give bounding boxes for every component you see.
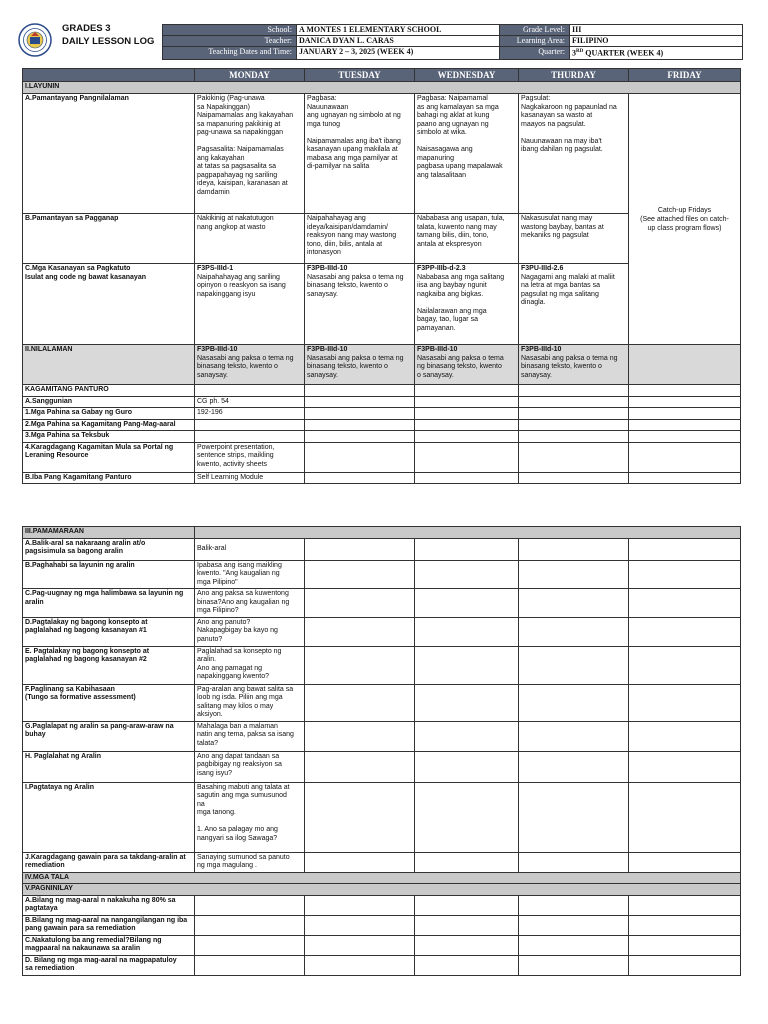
pagninilay-cell	[519, 915, 629, 935]
pamamaraan-cell	[629, 538, 741, 560]
dates-label: Teaching Dates and Time:	[163, 47, 297, 60]
cell-a-tuesday: Pagbasa: Nauunawaan ang ugnayan ng simbolo at ng mga tunog Naipamamalas ang iba't ibang kasanayan upang makilala at mabasa ang mga pamilyar at di-pamilyar na salita	[305, 94, 415, 214]
pamamaraan-label: G.Paglalapat ng aralin sa pang-araw-araw na buhay	[23, 721, 195, 751]
nil-text-tuesday: Nasasabi ang paksa o tema ng binasang teksto, kwento o sanaysay.	[307, 354, 404, 379]
pamamaraan-cell	[629, 852, 741, 872]
pamamaraan-cell	[519, 684, 629, 721]
grade-value: III	[570, 25, 743, 36]
cell-a-thursday: Pagsulat: Nagkakaroon ng papaunlad na kasanayan sa wasto at maayos na pagsulat. Nauunawaan na may iba't ibang dahilan ng pagsulat.	[519, 94, 629, 214]
nil-code-thursday: F3PB-IIId-10	[521, 346, 562, 353]
pamamaraan-monday: Basahing mabuti ang talata at sagutin ang mga sumusunod na mga tanong. 1. Ano sa palagay mo ang nangyari sa ilog Sawaga?	[195, 782, 305, 852]
kagamitan-cell	[629, 472, 741, 484]
kagamitan-monday	[195, 419, 305, 431]
kagamitan-cell	[305, 419, 415, 431]
pagninilay-row	[23, 955, 741, 975]
cell-a-monday: Pakikinig (Pag-unawa sa Napakinggan) Naipamamalas ang kakayahan sa mapanuring pakikinig at pag-unawa sa napakinggan Pagsasalita: Naipamamalas ang kakayahan at tatas sa pagsasalita sa pagpapahayag ng sariling ideya, kaisipan, karanasan at damdamin	[195, 94, 305, 214]
pamamaraan-row	[23, 646, 741, 684]
pagninilay-cell	[519, 955, 629, 975]
pamamaraan-label: F.Paglinang sa Kabihasaan (Tungo sa formative assessment)	[23, 684, 195, 721]
nil-wednesday	[415, 345, 519, 385]
row-label-kasanayan: C.Mga Kasanayan sa Pagkatuto Isulat ang code ng bawat kasanayan	[23, 264, 195, 345]
pamamaraan-cell	[415, 852, 519, 872]
code-monday: F3PS-IIId-1	[197, 265, 234, 272]
pamamaraan-row	[23, 751, 741, 782]
pamamaraan-cell	[519, 646, 629, 684]
page-title	[62, 22, 154, 48]
pagninilay-cell	[305, 895, 415, 915]
pagninilay-cell	[629, 915, 741, 935]
kagamitan-monday	[195, 431, 305, 443]
area-label: Learning Area:	[500, 36, 570, 47]
cell-b-wednesday: Nababasa ang usapan, tula, talata, kuwento nang may tamang bilis, diin, tono, antala at ekspresyon	[415, 214, 519, 264]
pamamaraan-cell	[305, 751, 415, 782]
day-wednesday: WEDNESDAY	[415, 69, 519, 82]
pamamaraan-row	[23, 721, 741, 751]
row-label-pagganap: B.Pamantayan sa Pagganap	[23, 214, 195, 264]
pamamaraan-cell	[415, 589, 519, 618]
pagninilay-cell	[305, 915, 415, 935]
code-tuesday: F3PB-IIId-10	[307, 265, 348, 272]
corner-cell	[23, 69, 195, 82]
pagninilay-label: C.Nakatulong ba ang remedial?Bilang ng magpaaral na nakaunawa sa aralin	[23, 935, 195, 955]
nil-text-wednesday: Nasasabi ang paksa o tema ng binasang teksto, kwento o sanaysay.	[417, 354, 504, 379]
pagninilay-cell	[629, 935, 741, 955]
pamamaraan-row	[23, 617, 741, 646]
day-friday: FRIDAY	[629, 69, 741, 82]
lesson-table-procedure	[22, 526, 741, 976]
pamamaraan-cell	[415, 560, 519, 589]
pagninilay-cell	[305, 955, 415, 975]
quarter-suffix: RD	[576, 49, 584, 54]
pamamaraan-cell	[415, 721, 519, 751]
nil-code-tuesday: F3PB-IIId-10	[307, 346, 348, 353]
cell-b-monday: Nakikinig at nakatutugon nang angkop at wasto	[195, 214, 305, 264]
pagninilay-row	[23, 895, 741, 915]
pamamaraan-cell	[629, 684, 741, 721]
pamamaraan-cell	[519, 538, 629, 560]
pamamaraan-label: A.Balik-aral sa nakaraang aralin at/o pagsisimula sa bagong aralin	[23, 538, 195, 560]
school-value: A MONTES 1 ELEMENTARY SCHOOL	[297, 25, 500, 36]
title-grades: GRADES 3	[62, 23, 111, 34]
pamamaraan-cell	[305, 721, 415, 751]
cell-c-wednesday	[415, 264, 519, 345]
pamamaraan-row	[23, 684, 741, 721]
pamamaraan-label: C.Pag-uugnay ng mga halimbawa sa layunin ng aralin	[23, 589, 195, 618]
pamamaraan-cell	[629, 589, 741, 618]
text-wednesday: Nababasa ang mga salitang iisa ang baybay ngunit nagkaiba ang bigkas. Nailalarawan ang mga bagay, tao, lugar sa pamayanan.	[417, 273, 505, 332]
code-thursday: F3PU-IIId-2.6	[521, 265, 564, 272]
kagamitan-cell	[415, 472, 519, 484]
pamamaraan-cell	[629, 560, 741, 589]
kagamitan-row	[23, 408, 741, 420]
grade-label: Grade Level:	[500, 25, 570, 36]
code-wednesday: F3PP-IIIb-d-2.3	[417, 265, 466, 272]
kagamitan-cell	[305, 442, 415, 472]
kagamitan-row	[23, 431, 741, 443]
kagamitan-row	[23, 419, 741, 431]
nil-text-thursday: Nasasabi ang paksa o tema ng binasang teksto, kwento o sanaysay.	[521, 354, 618, 379]
section-kagamitan: KAGAMITANG PANTURO	[23, 385, 195, 397]
pagninilay-row	[23, 935, 741, 955]
kagamitan-cell	[629, 431, 741, 443]
pamamaraan-cell	[415, 751, 519, 782]
nil-text-monday: Nasasabi ang paksa o tema ng binasang teksto, kwento o sanaysay.	[197, 354, 294, 379]
pamamaraan-cell	[629, 721, 741, 751]
kagamitan-label: B.Iba Pang Kagamitang Panturo	[23, 472, 195, 484]
kagamitan-row	[23, 396, 741, 408]
teacher-value: DANICA DYAN L. CARAS	[297, 36, 500, 47]
kagamitan-rows	[23, 396, 741, 484]
kagamitan-monday: CG ph. 54	[195, 396, 305, 408]
pamamaraan-cell	[415, 617, 519, 646]
pagninilay-cell	[629, 955, 741, 975]
kagamitan-label: 3.Mga Pahina sa Teksbuk	[23, 431, 195, 443]
pamamaraan-cell	[305, 560, 415, 589]
section-layunin: I.LAYUNIN	[23, 82, 741, 94]
nil-monday	[195, 345, 305, 385]
pamamaraan-cell	[519, 721, 629, 751]
kagamitan-cell	[519, 472, 629, 484]
pagninilay-cell	[195, 915, 305, 935]
pagninilay-cell	[195, 935, 305, 955]
pamamaraan-cell	[629, 751, 741, 782]
pamamaraan-cell	[415, 646, 519, 684]
pagninilay-cell	[195, 895, 305, 915]
pagninilay-row	[23, 915, 741, 935]
nil-code-monday: F3PB-IIId-10	[197, 346, 238, 353]
pamamaraan-row	[23, 589, 741, 618]
section-pamamaraan: III.PAMAMARAAN	[23, 527, 195, 539]
pagninilay-label: B.Bilang ng mag-aaral na nangangilangan ng iba pang gawain para sa remediation	[23, 915, 195, 935]
pamamaraan-monday: Sanaying sumunod sa panuto ng mga magulang .	[195, 852, 305, 872]
pamamaraan-cell	[519, 852, 629, 872]
kagamitan-cell	[415, 431, 519, 443]
cell-c-tuesday	[305, 264, 415, 345]
pagninilay-rows	[23, 895, 741, 975]
pamamaraan-monday: Balik-aral	[195, 538, 305, 560]
kagamitan-monday: Self Learning Module	[195, 472, 305, 484]
kagamitan-cell	[415, 442, 519, 472]
pamamaraan-cell	[305, 589, 415, 618]
pamamaraan-monday: Mahalaga ban a malaman natin ang tema, paksa sa isang talata?	[195, 721, 305, 751]
pagninilay-cell	[415, 955, 519, 975]
pamamaraan-cell	[415, 684, 519, 721]
kagamitan-row	[23, 442, 741, 472]
pamamaraan-monday: Ano ang dapat tandaan sa pagbibigay ng reaksiyon sa isang isyu?	[195, 751, 305, 782]
kagamitan-cell	[629, 419, 741, 431]
nil-friday	[629, 345, 741, 385]
pagninilay-label: A.Bilang ng mag-aaral n nakakuha ng 80% sa pagtataya	[23, 895, 195, 915]
pamamaraan-cell	[305, 684, 415, 721]
pagninilay-label: D. Bilang ng mga mag-aaral na magpapatuloy sa remediation	[23, 955, 195, 975]
pamamaraan-cell	[629, 782, 741, 852]
kagamitan-cell	[415, 419, 519, 431]
cell-b-thursday: Nakasusulat nang may wastong baybay, bantas at mekaniks ng pagsulat	[519, 214, 629, 264]
pamamaraan-label: D.Pagtalakay ng bagong konsepto at paglalahad ng bagong kasanayan #1	[23, 617, 195, 646]
pamamaraan-cell	[305, 646, 415, 684]
school-label: School:	[163, 25, 297, 36]
section-pagninilay: V.PAGNINILAY	[23, 884, 741, 896]
kagamitan-cell	[629, 408, 741, 420]
kagamitan-cell	[519, 431, 629, 443]
pamamaraan-cell	[519, 782, 629, 852]
pamamaraan-label: H. Paglalahat ng Aralin	[23, 751, 195, 782]
kagamitan-label: 4.Karagdagang Kagamitan Mula sa Portal ng Leraning Resource	[23, 442, 195, 472]
friday-catchup-cell: Catch-up Fridays (See attached files on catch- up class program flows)	[629, 94, 741, 345]
nil-code-wednesday: F3PB-IIId-10	[417, 346, 458, 353]
pamamaraan-cell	[519, 560, 629, 589]
nil-tuesday	[305, 345, 415, 385]
cell-b-tuesday: Naipahahayag ang ideya/kaisipan/damdamin/ reaksyon nang may wastong tono, diin, bilis, antala at intonasyon	[305, 214, 415, 264]
kagamitan-label: 1.Mga Pahina sa Gabay ng Guro	[23, 408, 195, 420]
pagninilay-cell	[519, 935, 629, 955]
pamamaraan-cell	[415, 538, 519, 560]
text-thursday: Nagagami ang malaki at maliit na letra at mga bantas sa pagsulat ng mga salitang dinagla.	[521, 273, 615, 306]
kagamitan-label: 2.Mga Pahina sa Kagamitang Pang-Mag-aaral	[23, 419, 195, 431]
pamamaraan-label: E. Pagtalakay ng bagong konsepto at paglalahad ng bagong kasanayan #2	[23, 646, 195, 684]
pamamaraan-cell	[305, 852, 415, 872]
quarter-number: 3	[572, 48, 576, 58]
pamamaraan-row	[23, 782, 741, 852]
pamamaraan-cell	[629, 617, 741, 646]
pagninilay-cell	[415, 915, 519, 935]
quarter-label: Quarter:	[500, 47, 570, 60]
kagamitan-row	[23, 472, 741, 484]
kagamitan-cell	[519, 396, 629, 408]
cell-a-wednesday: Pagbasa: Naipamamal as ang kamalayan sa mga bahagi ng aklat at kung paano ang ugnayan ng simbolo at wika. Naisasagawa ang mapanuring pagbasa upang mapalawak ang talasalitaan	[415, 94, 519, 214]
day-tuesday: TUESDAY	[305, 69, 415, 82]
kagamitan-cell	[415, 396, 519, 408]
pamamaraan-row	[23, 538, 741, 560]
kagamitan-cell	[305, 396, 415, 408]
pamamaraan-label: I.Pagtataya ng Aralin	[23, 782, 195, 852]
pamamaraan-cell	[629, 646, 741, 684]
pamamaraan-cell	[519, 617, 629, 646]
section-tala: IV.MGA TALA	[23, 872, 741, 884]
pagninilay-cell	[415, 895, 519, 915]
info-table	[162, 24, 743, 60]
pamamaraan-monday: Paglalahad sa konsepto ng aralin. Ano ang pamagat ng napakinggang kwento?	[195, 646, 305, 684]
row-label-nilalaman: II.NILALAMAN	[23, 345, 195, 385]
teacher-label: Teacher:	[163, 36, 297, 47]
title-dll: DAILY LESSON LOG	[62, 36, 155, 47]
pamamaraan-label: J.Karagdagang gawain para sa takdang-aralin at remediation	[23, 852, 195, 872]
kagamitan-cell	[415, 408, 519, 420]
text-tuesday: Nasasabi ang paksa o tema ng binasang teksto, kwento o sanaysay.	[307, 273, 404, 298]
kagamitan-cell	[305, 431, 415, 443]
row-label-pangnilalaman: A.Pamantayang Pangnilalaman	[23, 94, 195, 214]
pamamaraan-monday: Ano ang paksa sa kuwentong binasa?Ano ang kaugalian ng mga Filipino?	[195, 589, 305, 618]
pamamaraan-cell	[305, 782, 415, 852]
pamamaraan-cell	[305, 617, 415, 646]
kagamitan-cell	[305, 408, 415, 420]
kagamitan-monday: Powerpoint presentation, sentence strips, maikling kwento, activity sheets	[195, 442, 305, 472]
pamamaraan-cell	[519, 751, 629, 782]
pamamaraan-row	[23, 560, 741, 589]
deped-seal-logo	[18, 23, 52, 57]
pamamaraan-cell	[519, 589, 629, 618]
area-value: FILIPINO	[570, 36, 743, 47]
kagamitan-label: A.Sanggunian	[23, 396, 195, 408]
cell-c-thursday	[519, 264, 629, 345]
pagninilay-cell	[629, 895, 741, 915]
dates-value: JANUARY 2 – 3, 2025 (WEEK 4)	[297, 47, 500, 60]
nil-thursday	[519, 345, 629, 385]
kagamitan-cell	[629, 442, 741, 472]
quarter-rest: QUARTER (WEEK 4)	[583, 48, 664, 58]
kagamitan-cell	[629, 396, 741, 408]
pamamaraan-monday: Ipabasa ang isang maikling kwento. "Ang kaugalian ng mga Pilipino"	[195, 560, 305, 589]
pamamaraan-row	[23, 852, 741, 872]
pamamaraan-label: B.Paghahabi sa layunin ng aralin	[23, 560, 195, 589]
text-monday: Naipahahayag ang sariling opinyon o reaskyon sa isang napakinggang isyu	[197, 273, 286, 298]
day-monday: MONDAY	[195, 69, 305, 82]
pamamaraan-monday: Ano ang panuto? Nakapagbigay ba kayo ng panuto?	[195, 617, 305, 646]
cell-c-monday	[195, 264, 305, 345]
kagamitan-monday: 192-196	[195, 408, 305, 420]
pagninilay-cell	[415, 935, 519, 955]
quarter-value	[570, 47, 743, 60]
pagninilay-cell	[305, 935, 415, 955]
day-thursday: THURDAY	[519, 69, 629, 82]
pamamaraan-rows	[23, 538, 741, 872]
kagamitan-cell	[519, 419, 629, 431]
pagninilay-cell	[519, 895, 629, 915]
pamamaraan-cell	[305, 538, 415, 560]
kagamitan-cell	[519, 408, 629, 420]
pamamaraan-cell	[415, 782, 519, 852]
kagamitan-cell	[305, 472, 415, 484]
pamamaraan-monday: Pag-aralan ang bawat salita sa loob ng isda. Piliin ang mga salitang may kilos o may aksiyon.	[195, 684, 305, 721]
pagninilay-cell	[195, 955, 305, 975]
lesson-table-objectives	[22, 68, 741, 484]
kagamitan-cell	[519, 442, 629, 472]
